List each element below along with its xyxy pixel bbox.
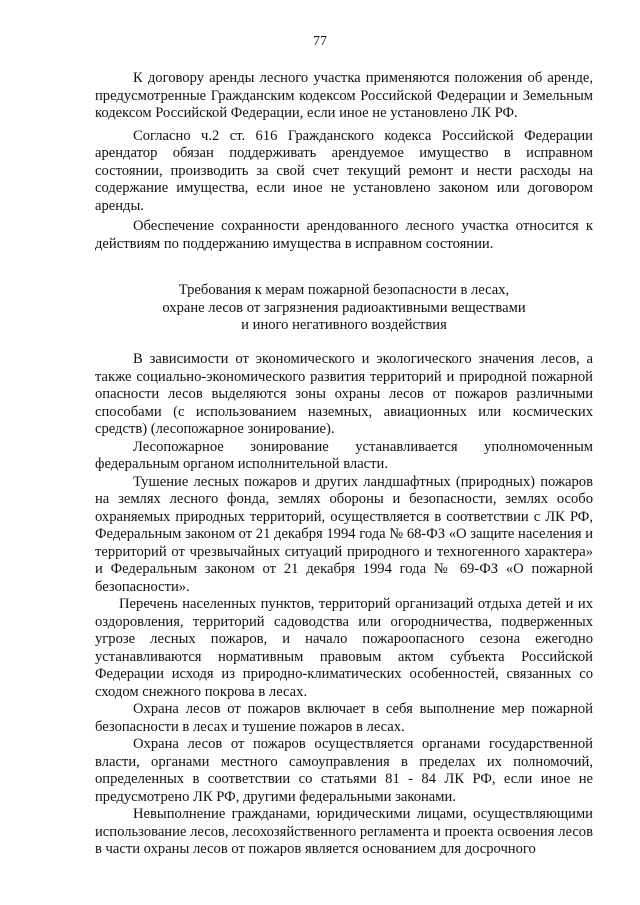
paragraph: Невыполнение гражданами, юридическими лицами, осуществляющими использование лесов, лесохозяйственного регламента и проекта освоения лесов в части охраны лесов от пожаров является основанием для досрочного <box>95 806 593 857</box>
paragraph: Лесопожарное зонирование устанавливается уполномоченным федеральным органом исполнительной власти. <box>95 438 593 472</box>
paragraph: Обеспечение сохранности арендованного лесного участка относится к действиям по поддержанию имущества в исправном состоянии. <box>95 218 593 252</box>
body-text-top <box>95 70 593 253</box>
paragraph: В зависимости от экономического и экологического значения лесов, а также социально-экономического развития территорий и природной пожарной опасности лесов выделяются зоны охраны лесов от пожаров различными способами (с использованием наземных, авиационных или космических средств) (лесопожарное зонирование). <box>95 351 593 437</box>
heading-line: и иного негативного воздействия <box>241 317 447 333</box>
body-text-bottom <box>95 351 593 859</box>
paragraph: Согласно ч.2 ст. 616 Гражданского кодекса Российской Федерации арендатор обязан поддерживать арендуемое имущество в исправном состоянии, производить за свой счет текущий ремонт и нести расходы на содержание имущества, если иное не установлено законом или договором аренды. <box>95 127 593 214</box>
paragraph: Тушение лесных пожаров и других ландшафтных (природных) пожаров на землях лесного фонда, землях обороны и безопасности, землях особо охраняемых природных территорий, осуществляется в соответствии с ЛК РФ, Федеральным законом от 21 декабря 1994 года № 68-ФЗ «О защите населения и территорий от чрезвычайных ситуаций природного и техногенного характера» и Федеральным законом от 21 декабря 1994 года № 69-ФЗ «О пожарной безопасности». <box>95 473 594 595</box>
paragraph: Охрана лесов от пожаров включает в себя выполнение мер пожарной безопасности в лесах и тушение пожаров в лесах. <box>95 701 593 735</box>
paragraph: Охрана лесов от пожаров осуществляется органами государственной власти, органами местного самоуправления в пределах их полномочий, определенных в соответствии со статьями 81 - 84 ЛК РФ, если иное не предусмотрено ЛК РФ, другими федеральными законами. <box>95 736 593 805</box>
page-number: 77 <box>313 34 327 49</box>
section-heading <box>95 282 593 335</box>
heading-line: охране лесов от загрязнения радиоактивными веществами <box>162 299 526 316</box>
paragraph: Перечень населенных пунктов, территорий организаций отдыха детей и их оздоровления, территорий садоводства или огородничества, подверженных угрозе лесных пожаров, и начало пожароопасного сезона ежегодно устанавливаются нормативным правовым актом субъекта Российской Федерации исходя из природно-климатических особенностей, связанных со сходом снежного покрова в лесах. <box>95 596 593 700</box>
heading-line: Требования к мерам пожарной безопасности в лесах, <box>178 282 510 298</box>
paragraph: К договору аренды лесного участка применяются положения об аренде, предусмотренные Гражданским кодексом Российской Федерации и Земельным кодексом Российской Федерации, если иное не установлено ЛК РФ. <box>95 70 593 121</box>
